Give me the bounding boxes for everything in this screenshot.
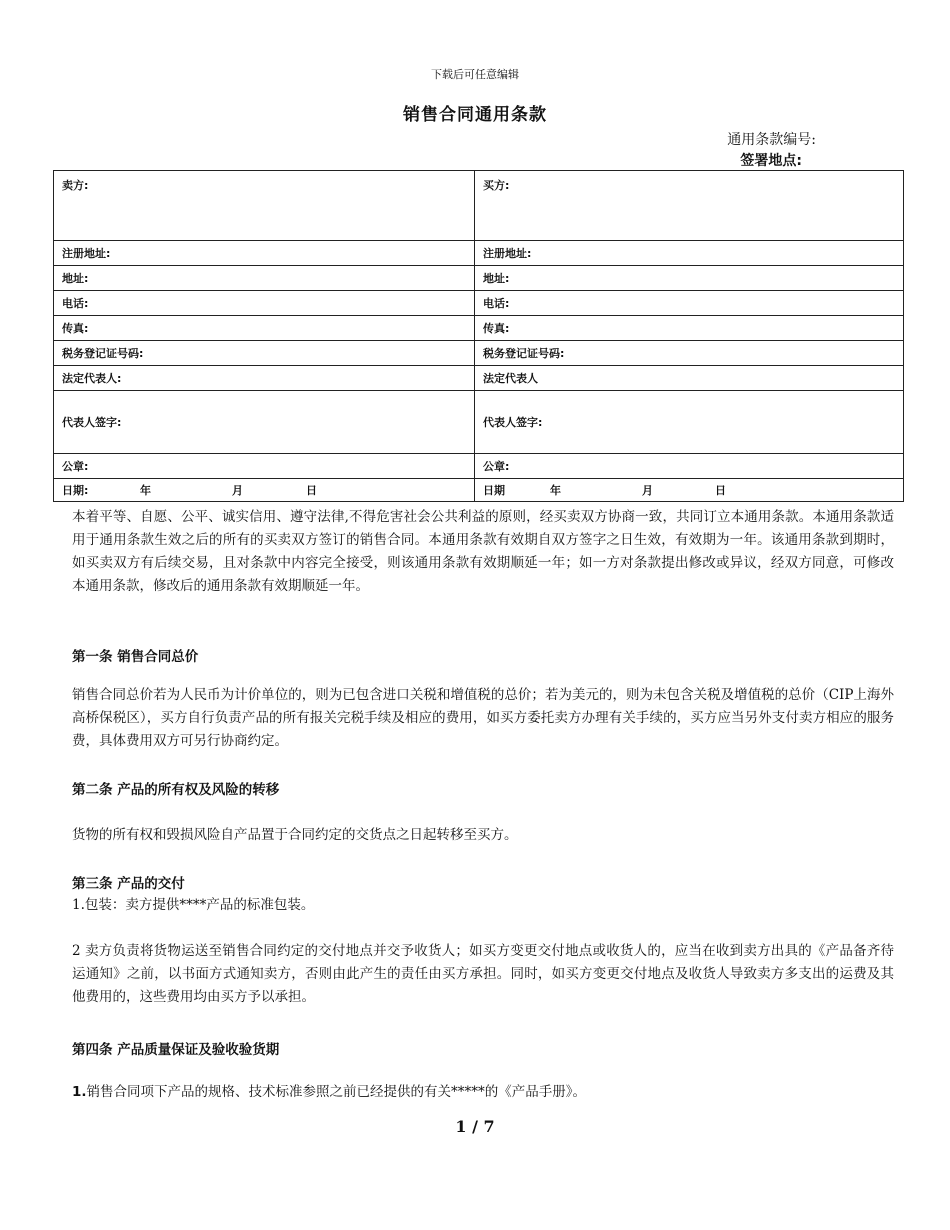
article-3-item-1: [72, 894, 894, 917]
buyer-address: 地址:: [475, 266, 904, 291]
seller-legal-rep: 法定代表人:: [54, 366, 475, 391]
article-4-item-1: [72, 1081, 894, 1104]
date-year: 年: [140, 484, 151, 497]
item-text: 包装：卖方提供****产品的标准包装。: [84, 897, 315, 913]
buyer-phone: 电话:: [475, 291, 904, 316]
seller-phone: 电话:: [54, 291, 475, 316]
seller-seal: 公章:: [54, 454, 475, 479]
signing-place-label: 签署地点:: [740, 153, 802, 169]
seller-tax-id: 税务登记证号码:: [54, 341, 475, 366]
seller-reg-address: 注册地址:: [54, 241, 475, 266]
intro-paragraph: 本着平等、自愿、公平、诚实信用、遵守法律,不得危害社会公共利益的原则，经买卖双方协商一致，共同订立本通用条款。本通用条款适用于通用条款生效之后的所有的买卖双方签订的销售合同。本通用条款有效期自双方签字之日生效，有效期为一年。该通用条款到期时，如买卖双方有后续交易，且对条款中内容完全接受，则该通用条款有效期顺延一年；如一方对条款提出修改或异议，经双方同意，可修改本通用条款，修改后的通用条款有效期顺延一年。: [72, 509, 894, 594]
item-number: 1.: [72, 1084, 87, 1100]
date-year: 年: [550, 484, 561, 497]
article-2-title: 第二条 产品的所有权及风险的转移: [72, 782, 280, 798]
date-month: 月: [642, 484, 653, 497]
item-number: 1.: [72, 897, 85, 913]
page-number: 1 / 7: [455, 1117, 495, 1136]
date-label: 日期:: [62, 484, 89, 497]
article-4-title: 第四条 产品质量保证及验收验货期: [72, 1042, 280, 1058]
seller-date: [54, 479, 475, 502]
parties-table: [53, 170, 904, 502]
date-day: 日: [306, 484, 317, 497]
item-number: 2: [72, 943, 81, 959]
date-day: 日: [715, 484, 726, 497]
seller-cell: 卖方:: [54, 171, 475, 241]
seller-fax: 传真:: [54, 316, 475, 341]
buyer-cell: 买方:: [475, 171, 904, 241]
buyer-rep-signature: 代表人签字:: [475, 391, 904, 454]
date-label: 日期: [483, 484, 505, 497]
article-3-item-2: [72, 940, 894, 1009]
date-month: 月: [232, 484, 243, 497]
article-3-title: 第三条 产品的交付: [72, 876, 185, 892]
item-text: 销售合同项下产品的规格、技术标准参照之前已经提供的有关*****的《产品手册》。: [86, 1084, 587, 1100]
item-text: 卖方负责将货物运送至销售合同约定的交付地点并交予收货人；如买方变更交付地点或收货人的，应当在收到卖方出具的《产品备齐待运通知》之前，以书面方式通知卖方，否则由此产生的责任由买方承担。同时，如买方变更交付地点及收货人导致卖方多支出的运费及其他费用的，这些费用均由买方予以承担。: [72, 943, 894, 1005]
article-1-title: 第一条 销售合同总价: [72, 649, 199, 665]
buyer-date: [475, 479, 904, 502]
seller-address: 地址:: [54, 266, 475, 291]
buyer-seal: 公章:: [475, 454, 904, 479]
article-2-text: 货物的所有权和毁损风险自产品置于合同约定的交货点之日起转移至买方。: [72, 827, 518, 843]
buyer-fax: 传真:: [475, 316, 904, 341]
document-title: 销售合同通用条款: [403, 105, 547, 125]
buyer-legal-rep: 法定代表人: [475, 366, 904, 391]
article-1-text: 销售合同总价若为人民币为计价单位的，则为已包含进口关税和增值税的总价；若为美元的，则为未包含关税及增值税的总价（CIP上海外高桥保税区），买方自行负责产品的所有报关完税手续及相应的费用，如买方委托卖方办理有关手续的，买方应当另外支付卖方相应的服务费，具体费用双方可另行协商约定。: [72, 687, 894, 749]
buyer-tax-id: 税务登记证号码:: [475, 341, 904, 366]
buyer-reg-address: 注册地址:: [475, 241, 904, 266]
terms-code-label: 通用条款编号:: [727, 132, 816, 148]
seller-rep-signature: 代表人签字:: [54, 391, 475, 454]
top-note: 下载后可任意编辑: [431, 68, 519, 81]
